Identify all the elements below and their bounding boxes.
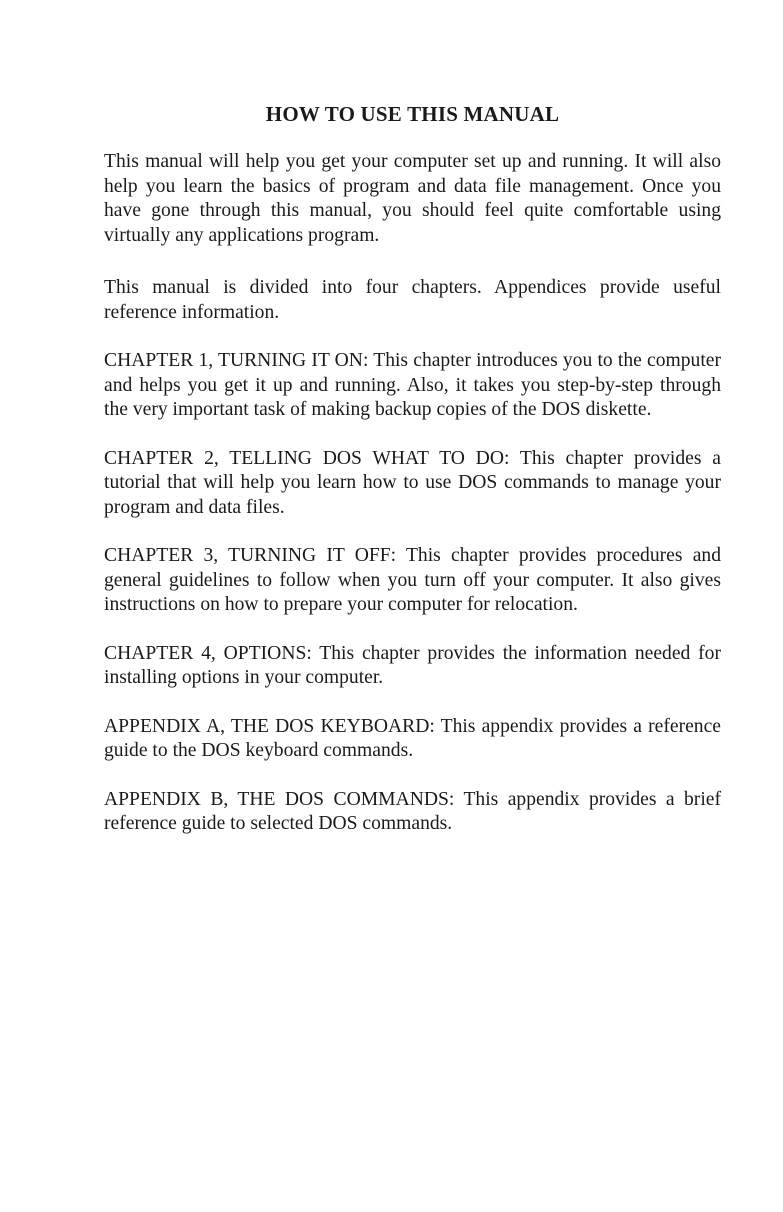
- chapter-3-description: CHAPTER 3, TURNING IT OFF: This chapter provides procedures and general guidelines to follow when you turn off your computer. It also gives instructions on how to prepare your computer for relocation.: [104, 545, 721, 615]
- intro-paragraph: This manual will help you get your computer set up and running. It will also help you learn the basics of program and data file management. Once you have gone through this manual, you should feel quite comfortable using virtually any applications program.: [104, 151, 721, 246]
- chapter-2-description: CHAPTER 2, TELLING DOS WHAT TO DO: This chapter provides a tutorial that will help you learn how to use DOS commands to manage your program and data files.: [104, 447, 721, 518]
- chapter-4-description: CHAPTER 4, OPTIONS: This chapter provides the information needed for installing options in your computer.: [104, 642, 721, 688]
- manual-page: [104, 100, 721, 861]
- overview-paragraph: This manual is divided into four chapters. Appendices provide useful reference information.: [104, 277, 721, 323]
- appendix-a-description: APPENDIX A, THE DOS KEYBOARD: This appendix provides a reference guide to the DOS keyboard commands.: [104, 715, 721, 761]
- page-title: HOW TO USE THIS MANUAL: [265, 102, 560, 126]
- chapter-1-description: CHAPTER 1, TURNING IT ON: This chapter introduces you to the computer and helps you get it up and running. Also, it takes you step-by-step through the very important task of making backup copies of the DOS diskette.: [104, 350, 721, 420]
- appendix-b-description: APPENDIX B, THE DOS COMMANDS: This appendix provides a brief reference guide to selected DOS commands.: [104, 788, 721, 834]
